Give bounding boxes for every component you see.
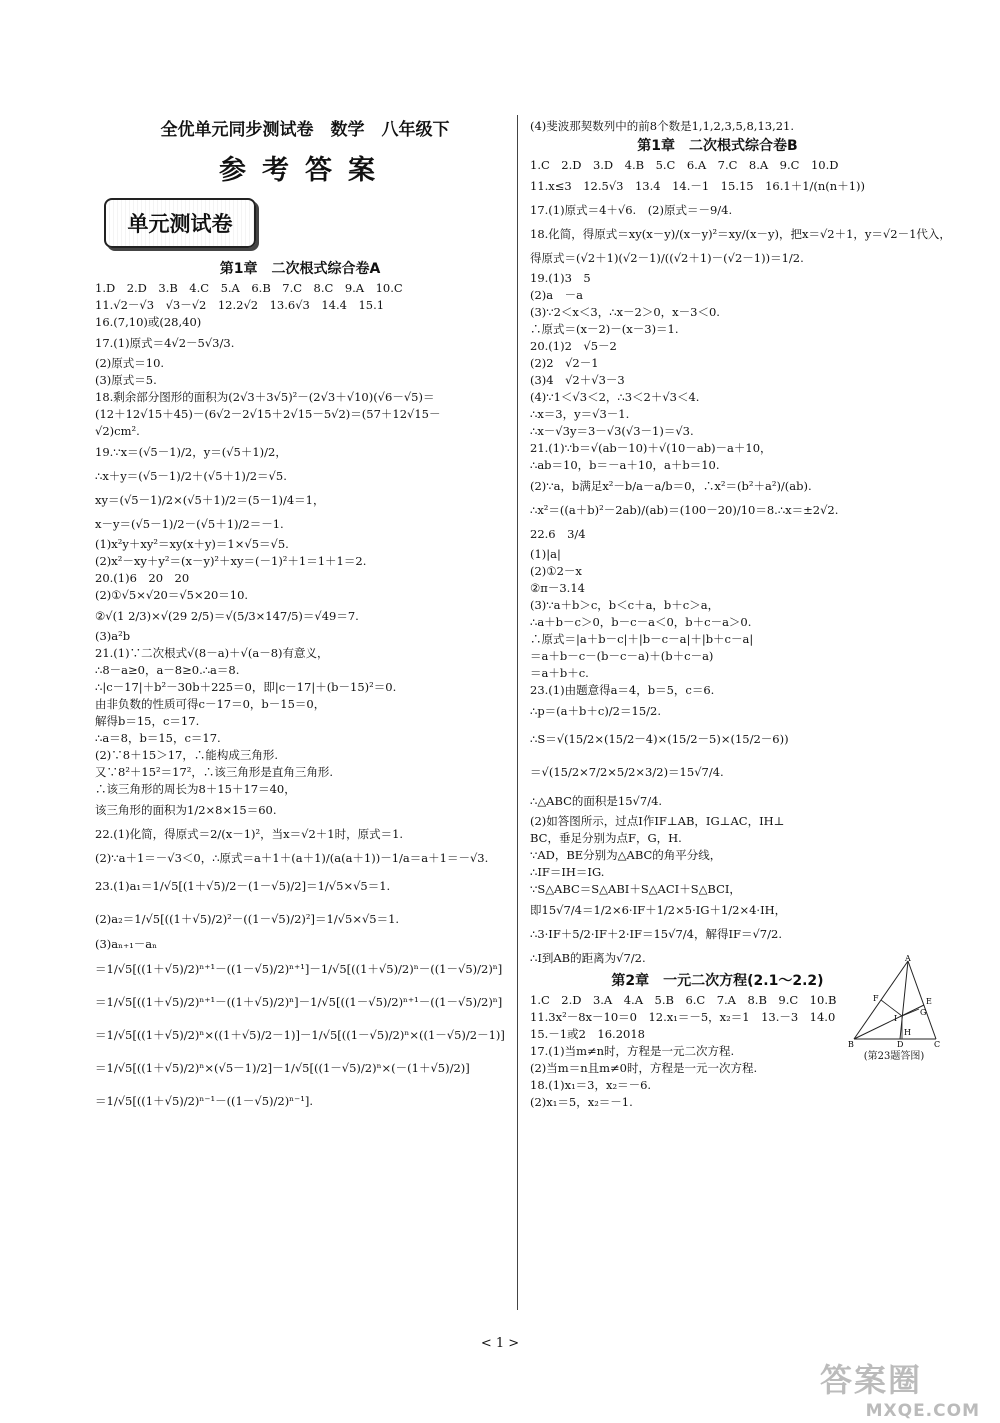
- triangle-figure: [848, 955, 940, 1067]
- answer-line: 19.(1)3 5: [530, 271, 591, 285]
- figure-label: D: [897, 1040, 904, 1049]
- section-label: 单元测试卷: [127, 212, 233, 236]
- answer-line: (3)4 √2＋√3－3: [530, 373, 625, 387]
- answer-line: ＝1/√5[((1＋√5)/2)ⁿ×((1＋√5)/2－1)]－1/√5[((1－√5)/2)ⁿ×((1－√5)/2－1)]: [95, 1028, 505, 1042]
- answer-line: 又∵8²＋15²＝17²，∴该三角形是直角三角形.: [95, 765, 334, 779]
- answer-line: (12＋12√15＋45)－(6√2－2√15＋2√15－5√2)＝(57＋12√15－: [95, 407, 441, 421]
- answer-line: √2)cm².: [95, 424, 140, 438]
- answer-line: ∴a＝8，b＝15，c＝17.: [95, 731, 221, 745]
- section-label-box: [104, 198, 256, 248]
- answer-line: ∵AD，BE分别为△ABC的角平分线，: [530, 848, 722, 862]
- answer-line: (3)aₙ₊₁－aₙ: [95, 937, 158, 951]
- watermark-logo: [820, 1355, 980, 1421]
- answer-line: (2)∵a＋1＝－√3＜0，∴原式＝a＋1＋(a＋1)/(a(a＋1))－1/a＝a＋1＝－√3.: [95, 851, 489, 865]
- answer-line: ∴x－√3y＝3－√3(√3－1)＝√3.: [530, 424, 694, 438]
- answer-line: 17.(1)原式＝4√2－5√3/3.: [95, 336, 235, 350]
- answer-line: (4)斐波那契数列中的前8个数是1,1,2,3,5,8,13,21.: [530, 119, 795, 133]
- answer-line: ∴原式＝(x－2)－(x－3)＝1.: [530, 322, 679, 336]
- figure-label: C: [934, 1040, 941, 1049]
- answer-line: 22.6 3/4: [530, 527, 586, 541]
- answer-line: 20.(1)6 20 20: [95, 571, 190, 585]
- answer-line: (3)原式＝5.: [95, 373, 157, 387]
- answer-line: (3)a²b: [95, 629, 131, 643]
- answer-line: 16.(7,10)或(28,40): [95, 315, 202, 329]
- answer-line: ∴x＝3，y＝√3－1.: [530, 407, 630, 421]
- answer-line: (2)当m＝n且m≠0时，方程是一元一次方程.: [530, 1061, 758, 1075]
- answer-line: (2)a₂＝1/√5[((1＋√5)/2)²－((1－√5)/2)²]＝1/√5×√5＝1.: [95, 912, 400, 926]
- answer-line: 1.C 2.D 3.D 4.B 5.C 6.A 7.C 8.A 9.C 10.D: [530, 158, 839, 172]
- answer-line: (3)∵2＜x＜3，∴x－2＞0，x－3＜0.: [530, 305, 720, 319]
- answer-line: 1.C 2.D 3.A 4.A 5.B 6.C 7.A 8.B 9.C 10.B: [530, 993, 837, 1007]
- triangle-diagram: [848, 955, 940, 1047]
- answer-line: (2)①2－x: [530, 564, 582, 578]
- answer-line: ∴该三角形的周长为8＋15＋17＝40，: [95, 782, 296, 796]
- answer-line: 即15√7/4＝1/2×6·IF＋1/2×5·IG＋1/2×4·IH，: [530, 903, 787, 917]
- answer-line: 18.剩余部分图形的面积为(2√3＋3√5)²－(2√3＋√10)(√6－√5)＝: [95, 390, 435, 404]
- answer-line: 1.D 2.D 3.B 4.C 5.A 6.B 7.C 8.C 9.A 10.C: [95, 281, 403, 295]
- answer-line: (2)a －a: [530, 288, 584, 302]
- answer-line: 20.(1)2 √5－2: [530, 339, 617, 353]
- answer-line: 得原式＝(√2＋1)(√2－1)/((√2＋1)－(√2－1))＝1/2.: [530, 251, 804, 265]
- answer-line: 22.(1)化简，得原式＝2/(x－1)²，当x＝√2＋1时，原式＝1.: [95, 827, 404, 841]
- answer-line: ∴8－a≥0，a－8≥0.∴a＝8.: [95, 663, 240, 677]
- answer-line: ∴a＋b－c＞0，b－c－a＜0，b＋c－a＞0.: [530, 615, 752, 629]
- chapter-heading: 第1章 二次根式综合卷B: [637, 138, 798, 154]
- answer-line: ②π－3.14: [530, 581, 585, 595]
- answer-line: BC，垂足分别为点F，G，H.: [530, 831, 682, 845]
- answer-line: x－y＝(√5－1)/2－(√5＋1)/2＝－1.: [95, 517, 284, 531]
- watermark-main: 答案圈: [820, 1361, 923, 1399]
- answer-line: 23.(1)由题意得a＝4，b＝5，c＝6.: [530, 683, 715, 697]
- answer-line: 解得b＝15，c＝17.: [95, 714, 200, 728]
- answer-line: ②√(1 2/3)×√(29 2/5)＝√(5/3×147/5)＝√49＝7.: [95, 609, 359, 623]
- answer-line: ∴原式＝|a＋b－c|＋|b－c－a|＋|b＋c－a|: [530, 632, 754, 646]
- answer-title: 参考答案: [219, 155, 391, 186]
- page-number: < 1 >: [480, 1336, 520, 1351]
- figure-label: G: [920, 1008, 927, 1017]
- answer-line: ＝1/√5[((1＋√5)/2)ⁿ⁺¹－((1＋√5)/2)ⁿ]－1/√5[((1－√5)/2)ⁿ⁺¹－((1－√5)/2)ⁿ]: [95, 995, 503, 1009]
- answer-line: ∴I到AB的距离为√7/2.: [530, 951, 646, 965]
- answer-line: xy＝(√5－1)/2×(√5＋1)/2＝(5－1)/4＝1，: [95, 493, 325, 507]
- figure-label: F: [873, 994, 879, 1003]
- answer-line: 15.－1或2 16.2018: [530, 1027, 645, 1041]
- answer-line: (3)∵a＋b＞c，b＜c＋a，b＋c＞a，: [530, 598, 720, 612]
- figure-caption: (第23题答图): [863, 1051, 925, 1062]
- figure-label: I: [894, 1014, 898, 1023]
- answer-line: 21.(1)∵二次根式√(8－a)＋√(a－8)有意义，: [95, 646, 329, 660]
- answer-line: (4)∵1＜√3＜2，∴3＜2＋√3＜4.: [530, 390, 700, 404]
- answer-line: 11.3x²－8x－10＝0 12.x₁＝－5，x₂＝1 13.－3 14.0: [530, 1010, 836, 1024]
- answer-line: (2)①√5×√20＝√5×20＝10.: [95, 588, 249, 602]
- answer-line: ∴|c－17|＋b²－30b＋225＝0，即|c－17|＋(b－15)²＝0.: [95, 680, 397, 694]
- answer-line: ∴3·IF＋5/2·IF＋2·IF＝15√7/4，解得IF＝√7/2.: [530, 927, 782, 941]
- answer-line: 19.∵x＝(√5－1)/2，y＝(√5＋1)/2，: [95, 445, 287, 459]
- book-title: 全优单元同步测试卷 数学 八年级下: [160, 120, 450, 140]
- answer-line: ＝1/√5[((1＋√5)/2)ⁿ⁺¹－((1－√5)/2)ⁿ⁺¹]－1/√5[((1＋√5)/2)ⁿ－((1－√5)/2)ⁿ]: [95, 962, 503, 976]
- answer-line: 由非负数的性质可得c－17＝0，b－15＝0，: [95, 697, 326, 711]
- answer-line: ∵S△ABC＝S△ABI＋S△ACI＋S△BCI，: [530, 882, 741, 896]
- answer-line: 17.(1)原式＝4＋√6. (2)原式＝－9/4.: [530, 203, 733, 217]
- chapter-heading: 第1章 二次根式综合卷A: [219, 261, 381, 277]
- answer-line: 18.(1)x₁＝3，x₂＝－6.: [530, 1078, 652, 1092]
- answer-line: ∴p＝(a＋b＋c)/2＝15/2.: [530, 704, 661, 718]
- answer-line: (2)x₁＝5，x₂＝－1.: [530, 1095, 633, 1109]
- answer-line: (2)如答图所示，过点I作IF⊥AB，IG⊥AC，IH⊥: [530, 814, 785, 828]
- answer-line: ＝1/√5[((1＋√5)/2)ⁿ×(√5－1)/2]－1/√5[((1－√5)/2)ⁿ×(－(1＋√5)/2)]: [95, 1061, 470, 1075]
- answer-line: ∴S＝√(15/2×(15/2－4)×(15/2－5)×(15/2－6)): [530, 732, 789, 746]
- answer-line: 11.√2－√3 √3－√2 12.2√2 13.6√3 14.4 15.1: [95, 298, 385, 312]
- answer-line: 17.(1)当m≠n时，方程是一元二次方程.: [530, 1044, 735, 1058]
- answer-line: ＝a＋b－c－(b－c－a)＋(b＋c－a): [530, 649, 714, 663]
- answer-line: 21.(1)∵b＝√(ab－10)＋√(10－ab)－a＋10，: [530, 441, 772, 455]
- answer-line: 23.(1)a₁＝1/√5[(1＋√5)/2－(1－√5)/2]＝1/√5×√5＝1.: [95, 879, 391, 893]
- answer-line: (2)∵a，b满足x²－b/a－a/b＝0，∴x²＝(b²＋a²)/(ab).: [530, 479, 812, 493]
- answer-line: (2)∵8＋15＞17，∴能构成三角形.: [95, 748, 279, 762]
- figure-label: E: [926, 997, 932, 1006]
- answer-line: 18.化简，得原式＝xy(x－y)/(x－y)²＝xy/(x－y)，把x＝√2＋1，y＝√2－1代入，: [530, 227, 951, 241]
- answer-line: ∴ab＝10，b＝－a＋10，a＋b＝10.: [530, 458, 720, 472]
- answer-line: 11.x≤3 12.5√3 13.4 14.－1 15.15 16.1＋1/(n(n＋1)): [530, 179, 865, 193]
- left-column: [95, 258, 505, 1118]
- answer-line: ∴IF＝IH＝IG.: [530, 865, 605, 879]
- answer-line: (2)原式＝10.: [95, 356, 165, 370]
- answer-line: ＝a＋b＋c.: [530, 666, 589, 680]
- answer-line: ∴x＋y＝(√5－1)/2＋(√5＋1)/2＝√5.: [95, 469, 287, 483]
- answer-line: (1)x²y＋xy²＝xy(x＋y)＝1×√5＝√5.: [95, 537, 289, 551]
- answer-line: ＝√(15/2×7/2×5/2×3/2)＝15√7/4.: [530, 765, 724, 779]
- chapter-heading: 第2章 一元二次方程(2.1～2.2): [611, 973, 824, 989]
- watermark-url: MXQE.COM: [865, 1401, 980, 1421]
- answer-line: 该三角形的面积为1/2×8×15＝60.: [95, 803, 277, 817]
- answer-line: ∴x²＝((a＋b)²－2ab)/(ab)＝(100－20)/10＝8.∴x＝±2√2.: [530, 503, 839, 517]
- column-divider: [517, 115, 518, 1310]
- answer-line: ∴△ABC的面积是15√7/4.: [530, 794, 663, 808]
- answer-line: (2)x²－xy＋y²＝(x－y)²＋xy＝(－1)²＋1＝1＋1＝2.: [95, 554, 367, 568]
- figure-label: A: [905, 954, 911, 963]
- figure-label: H: [904, 1028, 911, 1037]
- answer-line: (2)2 √2－1: [530, 356, 599, 370]
- answer-line: ＝1/√5[((1＋√5)/2)ⁿ⁻¹－((1－√5)/2)ⁿ⁻¹].: [95, 1094, 313, 1108]
- figure-label: B: [848, 1040, 854, 1049]
- answer-line: (1)|a|: [530, 547, 561, 561]
